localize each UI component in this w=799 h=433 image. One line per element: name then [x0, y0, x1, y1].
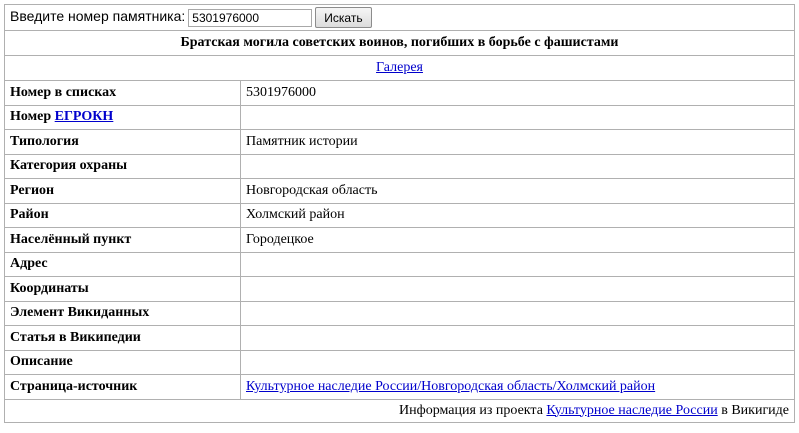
- table-row: [5, 301, 795, 326]
- row-label: Регион: [5, 179, 241, 204]
- row-value: [241, 375, 795, 400]
- footer-row: [5, 399, 795, 422]
- search-label: Введите номер памятника:: [10, 8, 186, 25]
- search-row: [5, 5, 795, 31]
- egrokn-link[interactable]: ЕГРОКН: [54, 109, 114, 125]
- table-row: [5, 81, 795, 106]
- title-row: [5, 31, 795, 56]
- footer: [5, 399, 795, 422]
- row-label: [5, 105, 241, 130]
- monument-card: [4, 4, 794, 423]
- row-label: Страница-источник: [5, 375, 241, 400]
- table-row: [5, 105, 795, 130]
- search-input[interactable]: [188, 9, 312, 27]
- row-label: Населённый пункт: [5, 228, 241, 253]
- page-title: Братская могила советских воинов, погибших в борьбе с фашистами: [5, 31, 795, 56]
- table-row: [5, 252, 795, 277]
- table-row: [5, 350, 795, 375]
- gallery-link[interactable]: Галерея: [376, 60, 423, 75]
- row-label: Категория охраны: [5, 154, 241, 179]
- table-row: [5, 130, 795, 155]
- source-page-link[interactable]: Культурное наследие России/Новгородская область/Холмский район: [246, 378, 656, 394]
- row-value: [241, 252, 795, 277]
- row-value: [241, 326, 795, 351]
- row-label: Типология: [5, 130, 241, 155]
- row-label: Описание: [5, 350, 241, 375]
- row-value: [241, 350, 795, 375]
- footer-suffix: в Викигиде: [717, 402, 790, 418]
- table-row: [5, 179, 795, 204]
- table-row: [5, 203, 795, 228]
- gallery-cell: [5, 56, 795, 81]
- table-row: [5, 228, 795, 253]
- search-cell: [5, 5, 795, 31]
- row-label: Номер в списках: [5, 81, 241, 106]
- row-label: Статья в Википедии: [5, 326, 241, 351]
- row-value: Памятник истории: [241, 130, 795, 155]
- row-value: [241, 277, 795, 302]
- footer-project-link[interactable]: Культурное наследие России: [546, 402, 718, 418]
- row-label: Элемент Викиданных: [5, 301, 241, 326]
- row-value: Городецкое: [241, 228, 795, 253]
- row-value: [241, 105, 795, 130]
- row-label: Координаты: [5, 277, 241, 302]
- row-value: Новгородская область: [241, 179, 795, 204]
- row-value: [241, 301, 795, 326]
- search-button[interactable]: Искать: [315, 7, 371, 28]
- monument-table: [4, 4, 795, 423]
- table-row: [5, 154, 795, 179]
- row-label: Адрес: [5, 252, 241, 277]
- table-row: [5, 277, 795, 302]
- row-value: [241, 154, 795, 179]
- row-value: 5301976000: [241, 81, 795, 106]
- footer-prefix: Информация из проекта: [399, 402, 547, 418]
- table-row: [5, 375, 795, 400]
- row-value: Холмский район: [241, 203, 795, 228]
- row-label-prefix: Номер: [10, 109, 55, 125]
- row-label: Район: [5, 203, 241, 228]
- table-row: [5, 326, 795, 351]
- gallery-row: [5, 56, 795, 81]
